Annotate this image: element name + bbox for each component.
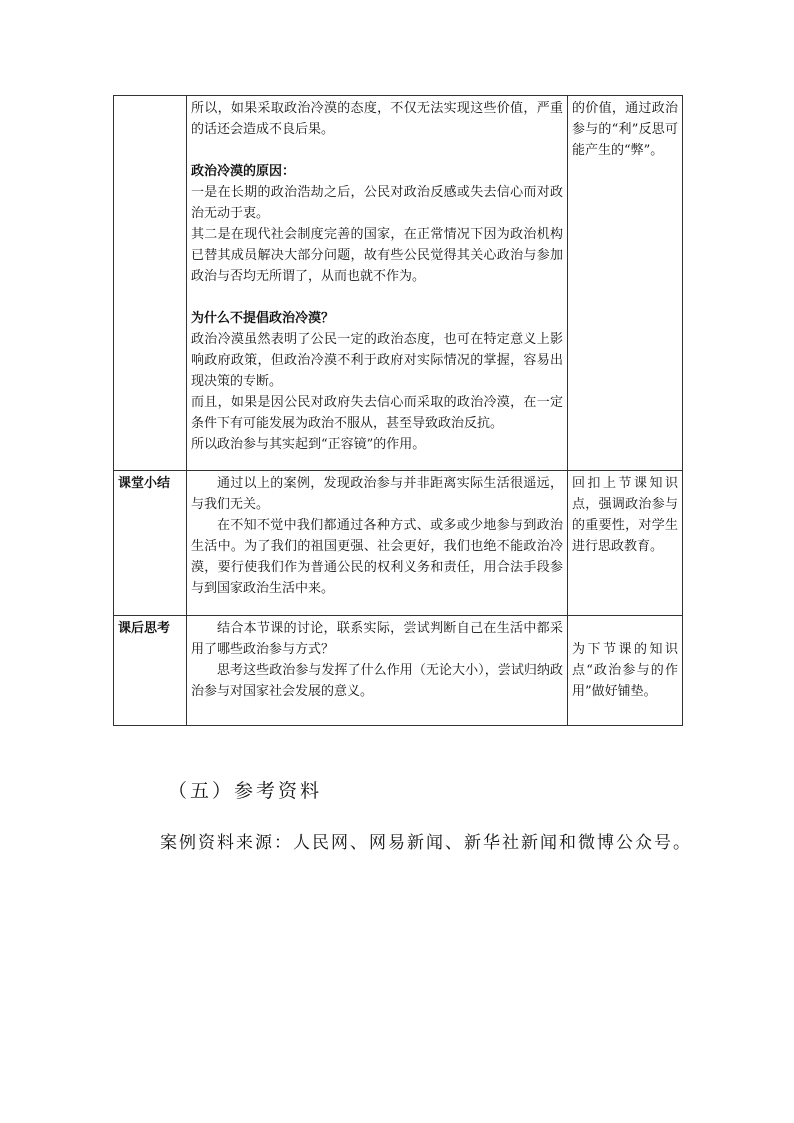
table-row	[114, 471, 683, 616]
homework-paragraph-1: 结合本节课的讨论，联系实际，尝试判断自己在生活中都采用了哪些政治参与方式？	[191, 621, 563, 657]
row-note: 的价值，通过政治参与的“利”反思可能产生的“弊”。	[568, 96, 683, 471]
paragraph-cause-2: 其二是在现代社会制度完善的国家，在正常情况下因为政治机构已替其成员解决大部分问题，故有些公民觉得其关心政治与参加政治与否均无所谓了，从而也就不作为。	[191, 227, 563, 284]
row-note: 为下节课的知识点“政治参与的作用”做好铺垫。	[568, 616, 683, 726]
row-content	[187, 471, 568, 616]
why-heading: 为什么不提倡政治冷漠？	[191, 311, 335, 326]
paragraph-why-2: 而且，如果是因公民对政府失去信心而采取的政治冷漠，在一定条件下有可能发展为政治不服从，甚至导致政治反抗。	[191, 395, 563, 431]
row-label-homework: 课后思考	[114, 616, 187, 726]
row-content	[187, 96, 568, 471]
row-content	[187, 616, 568, 726]
summary-paragraph-1: 通过以上的案例，发现政治参与并非距离实际生活很遥远，与我们无关。	[191, 476, 563, 512]
row-label-summary: 课堂小结	[114, 471, 187, 616]
summary-paragraph-2: 在不知不觉中我们都通过各种方式、或多或少地参与到政治生活中。为了我们的祖国更强、社会更好，我们也绝不能政治冷漠，要行使我们作为普通公民的权利义务和责任，用合法手段参与到国家政治生活中来。	[191, 518, 563, 596]
section-title: （五）参考资料	[168, 780, 323, 802]
reference-source: 案例资料来源：人民网、网易新闻、新华社新闻和微博公众号。	[160, 833, 692, 853]
table-row	[114, 616, 683, 726]
paragraph-why-3: 所以政治参与其实起到“正容镜”的作用。	[191, 437, 426, 452]
paragraph-intro: 所以，如果采取政治冷漠的态度，不仅无法实现这些价值，严重的话还会造成不良后果。	[191, 101, 563, 137]
row-note: 回扣上节课知识点，强调政治参与的重要性，对学生进行思政教育。	[568, 471, 683, 616]
homework-paragraph-2: 思考这些政治参与发挥了什么作用（无论大小），尝试归纳政治参与对国家社会发展的意义。	[191, 663, 563, 699]
cause-heading: 政治冷漠的原因：	[191, 164, 296, 179]
table-row	[114, 96, 683, 471]
row-label	[114, 96, 187, 471]
paragraph-why-1: 政治冷漠虽然表明了公民一定的政治态度，也可在特定意义上影响政府政策，但政治冷漠不利于政府对实际情况的掌握，容易出现决策的专断。	[191, 332, 563, 389]
lesson-plan-table	[113, 95, 683, 726]
paragraph-cause-1: 一是在长期的政治浩劫之后，公民对政治反感或失去信心而对政治无动于衷。	[191, 185, 563, 221]
